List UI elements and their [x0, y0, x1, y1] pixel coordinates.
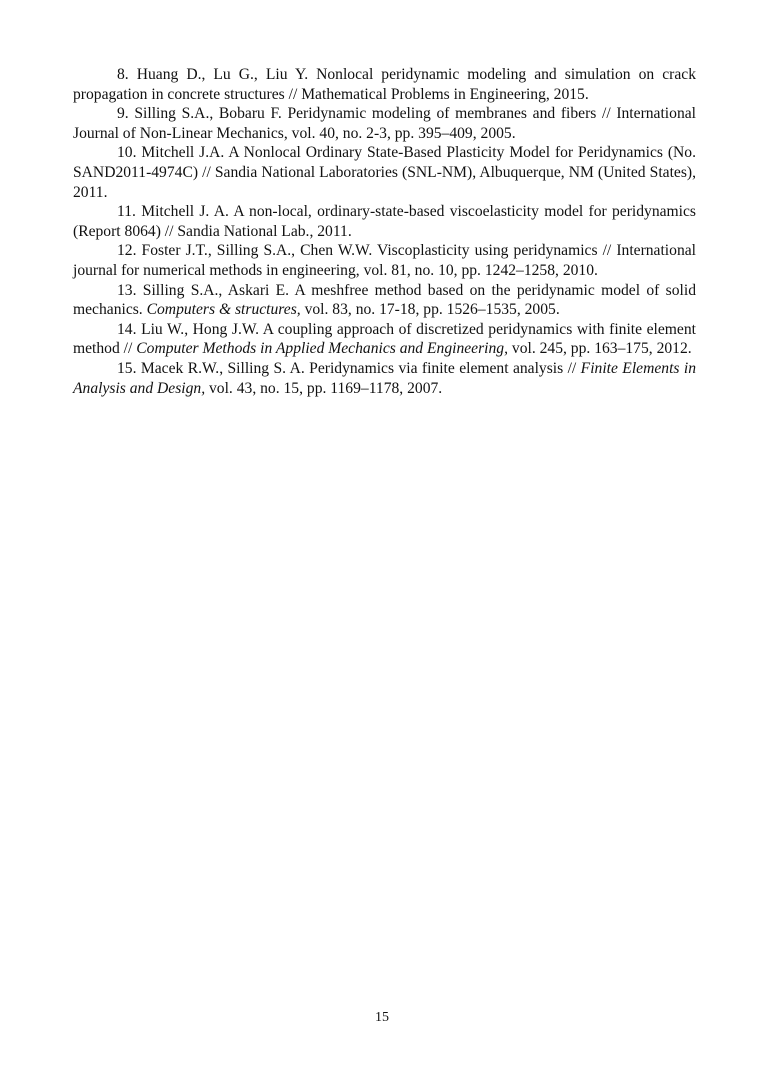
reference-details: vol. 43, no. 15, pp. 1169–1178, 2007.	[205, 379, 443, 397]
reference-text: 14. Liu W., Hong J.W. A coupling approach of discretized peridynamics with finite element method //	[73, 320, 696, 358]
reference-text: 10. Mitchell J.A. A Nonlocal Ordinary State-Based Plasticity Model for Peridynamics (No. SAND2011-4974C) // Sandia National Laboratories (SNL-NM), Albuquerque, NM (United States), 2011.	[73, 144, 696, 201]
reference-item	[73, 104, 696, 143]
reference-list	[73, 65, 696, 398]
reference-item	[73, 281, 696, 320]
reference-source: Computers & structures,	[146, 301, 301, 319]
reference-text: 15. Macek R.W., Silling S. A. Peridynamics via finite element analysis //	[117, 359, 581, 377]
reference-item	[73, 359, 696, 398]
reference-details: vol. 83, no. 17-18, pp. 1526–1535, 2005.	[300, 301, 560, 319]
reference-item	[73, 143, 696, 202]
reference-item	[73, 320, 696, 359]
reference-item	[73, 241, 696, 280]
reference-source: Computer Methods in Applied Mechanics and Engineering,	[136, 340, 508, 358]
reference-details: vol. 245, pp. 163–175, 2012.	[508, 340, 692, 358]
reference-text: 9. Silling S.A., Bobaru F. Peridynamic modeling of membranes and fibers // International Journal of Non-Linear Mechanics, vol. 40, no. 2-3, pp. 395–409, 2005.	[73, 105, 696, 142]
reference-item	[73, 65, 696, 104]
reference-text: 11. Mitchell J. A. A non-local, ordinary-state-based viscoelasticity model for peridynamics (Report 8064) // Sandia National Lab., 2011.	[73, 203, 696, 240]
reference-item	[73, 202, 696, 241]
reference-text: 12. Foster J.T., Silling S.A., Chen W.W. Viscoplasticity using peridynamics // International journal for numerical methods in engineering, vol. 81, no. 10, pp. 1242–1258, 2010.	[73, 242, 696, 279]
reference-text: 8. Huang D., Lu G., Liu Y. Nonlocal peridynamic modeling and simulation on crack propagation in concrete structures // Mathematical Problems in Engineering, 2015.	[73, 66, 696, 103]
reference-text: 13. Silling S.A., Askari E. A meshfree method based on the peridynamic model of solid mechanics.	[73, 281, 696, 319]
reference-source: Finite Elements in Analysis and Design,	[73, 359, 697, 397]
page-number: 15	[375, 1010, 389, 1025]
